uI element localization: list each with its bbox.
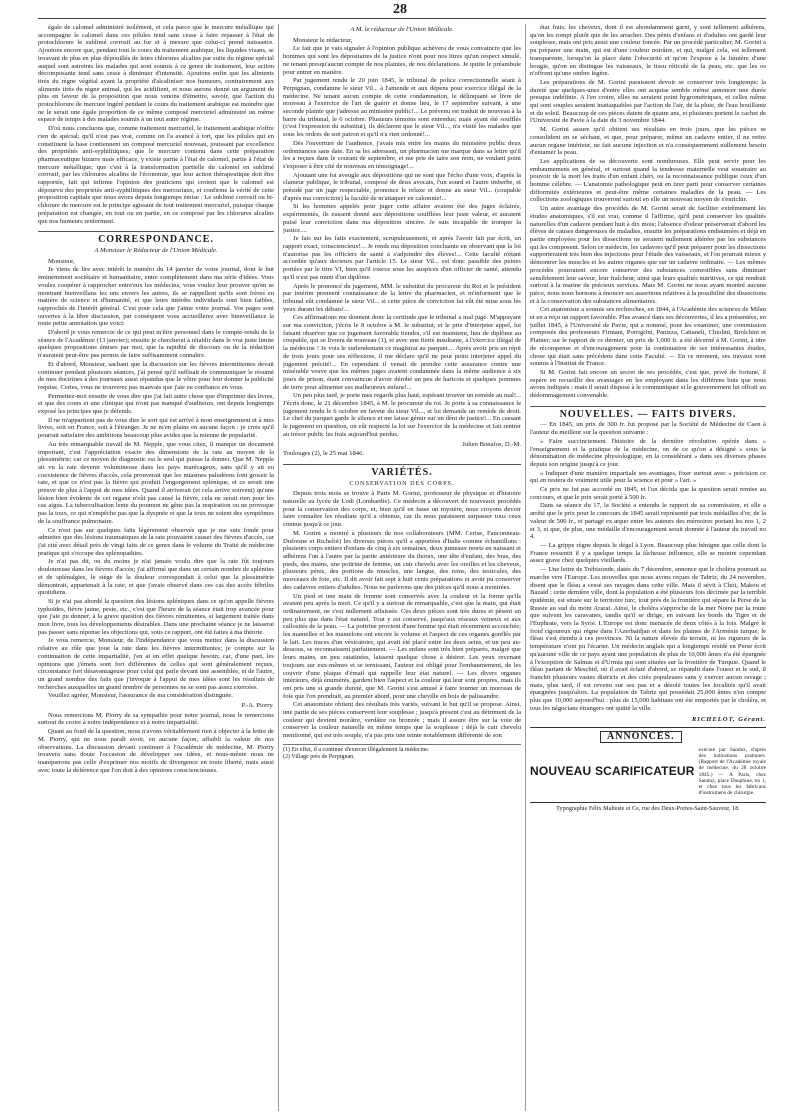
footnotes [283,744,521,761]
letter-paragraph: Ces affirmations me donnent donc la certitude que le tribunal a mal jugé. M'appuyant sur ma conviction, j'écris le 8 octobre à M. le substitut, et le prie d'interjeter appel, lui faisant observer que ce jugement favorable tiendra, s'il est maintenu, lieu de diplôme au coupable, qui se livrera de nouveau (1), et avec une fierté insultante, à l'exercice illégal de la médecine ! Je vois le surlendemain ce magistrat au parquet.... Après avoir pris un répit de trois jours pour ses réflexions, il me déclare qu'il ne peut point interjeter appel du jugement précité!... En cependant il venait de prendre cette assurance contre une misérable veuve que les mêmes juges avaient condamnée dans la même audience à six jours de prison, étant convaincue d'avoir dérobé un peu de haricots et quelques pommes de terre pour alimenter ses malheureux enfans!... [283,314,521,391]
article-paragraph: M. Gorini a montré à plusieurs de nos collaborateurs (MM. Cerise, Fauconneau-Dufresne et Richelot) les diverses pièces qu'il a apportées d'Italie comme échantillons : plusieurs corps entiers d'enfans de cinq à six semaines, deux jumeaux morts en naissant et adhérens l'un à l'autre par la partie antérieure du thorax, une tête d'enfant, des bras, des pieds, des mains, une poitrine de femme, un cuir chevelu avec les oreilles et les cheveux, plusieurs pénis, des portions de muscles, une langue, des reins, des testicules, des morceaux de foie, etc. Il dit avoir fait sept à huit cents préparations et avoir pu conserver des cadavres entiers d'adultes. Nous ne parlerons que des pièces qu'il nous a montrées. [283,529,521,591]
news-paragraph: — Une lettre de Trébizonde, datée du 7 décembre, annonce que le choléra poursuit sa marche vers l'Europe. Les nouvelles que nous avons reçues de Tabriz, du 24 novembre, disent que le fléau a cessé ses ravages dans cette ville. Mais il sévit à Choi, Makou et Bazaid ; cette dernière ville, dont la population a été plusieurs fois décimée par la terrible épidémie, est située sur le territoire turc, tout près de la frontière qui sépare la Perse de la Russie au sud du mont Ararat. Ainsi, le choléra s'approche de la mer Noire par la route que suivent les caravanes, tandis qu'il se dirige, en suivant les bords du Tigre et de l'Euphrate, vers la Syrie. L'Europe est donc menacée de deux côtés à la fois. Malgré le froid rigoureux qui règne dans l'Azerbaïdjan et dans les plaines de l'Arménie turque, le fléau s'est étendu à ces provinces. Ni la nature élevée du terrain, ni les rigueurs de la température n'ont pu l'écarter. Un médecin anglais qui a longtemps résidé en Perse écrit qu'aucune ville de ce pays ayant une population de plus de 10,000 âmes n'a été épargnée à l'exception de Salmas et d'Urmia qui sont situées sur la frontière de Turquie. Quand le fléau partant de Meschid, où il avait éclaté d'abord, se répandit dans l'ouest et le sud, il franchit plusieurs vastes districts et des cités populeuses sans y exercer aucun ravage ; mais, plus tard, il est revenu sur ses pas et a désolé toutes les localités qu'il avait épargnées jusqu'alors. La population de Tabriz qui possédait 25,000 âmes n'en compte plus que 10,000 aujourd'hui : plus de 15,000 habitans ont été emportés par le choléra, et tous les négocians étrangers ont quitté la ville. [530,566,766,712]
ad-text: exécuté par Sandoz, d'après des indications pratiques. (Rapport de l'Académie royale de médecine, du 28 octobre 1845.) — A Paris, chez Sandoz, place Dauphine, no 1, et chez tous les fabricans d'instrumens de chirurgie. [698,746,766,797]
letter-paragraph: Ajoutant une foi aveugle aux dépositions qui ne sont que l'écho d'une voix, d'après la clameur publique, le tribunal, composé de deux avocats, l'un sourd et l'autre imberbe, et présidé par un juge respectable, prononce le relaxe et donne au sieur Vil... (coupable d'après ma conviction) la faculté de m'attaquer en calomnie!... [283,171,521,202]
news-paragraph: — La grippe règne depuis le dégel à Lyon. Beaucoup plus bénigne que celle dont la France ressentit il y a quelque temps la fâcheuse influence, elle se montre cependant assez grave chez quelques vieillards. [530,542,766,565]
letter-body [38,258,274,775]
letter-paragraph: Le fait que je vais signaler à l'opinion publique achèvera de vous convaincre que les hommes qui sont les dépositaires de la justice n'ont pour nos titres qu'un respect simulé, ne tenant presqu'aucun compte de nos plaintes, de nos déclarations. Je quitte le préambule pour entrer en matière. [283,45,521,76]
article-paragraph: Un autre avantage des procédés de M. Gorini serait de faciliter extrêmement les études anatomiques, s'il est vrai, comme il l'affirme, qu'il peut conserver les qualités naturelles d'un cadavre pendant huit à dix mois; l'absence d'odeur préserverait d'abord les élèves de causes dangereuses de maladies, ensuite les préparations embaumées et déjà en partie employées pour les dissections ne seraient nullement altérées par les substances qui les composent. Selon ce médecin, les cadavres qu'il peut préparer pour les dissections supporteraient très bien des injections pour l'étude des vaisseaux, et l'on pourrait mieux y démontrer les muscles et les autres organes que sur un cadavre ordinaire. — Les mêmes procédés pourraient encore conserver des substances comestibles sans diminuer sensiblement leur saveur, leur fraîcheur, ainsi que leurs qualités nutritives, ce qui rendrait surtout à la marine de précieux services. Mais M. Gorini ne nous ayant montré aucune pièce, nous nous bornons à énoncer ses assertions relatives à la possibilité des dissections et à la conservation des substances alimentaires. [530,205,766,305]
printer-line: Typographie Félix Malteste et Ce, rue des Deux-Portes-Saint-Sauveur, 18. [530,802,766,813]
footnote-2: (2) Village près de Perpignan. [283,753,355,760]
article-paragraph: Cet anatomiste obtient des résultats très variés, suivant le but qu'il se propose. Ainsi, une partie de ses pièces conservent leur souplesse ; jusqu'à présent c'est au détriment de la couleur qui devient noirâtre, verdâtre ou bronzée ; mais il assure être sur la voie de conserver la couleur naturelle en même temps que la souplesse ; déjà le cuir chevelu mentionné, qui est très souple, n'a pas pris une teinte notablement différente de son [283,701,521,740]
news-body [530,421,766,712]
letter-paragraph: Je viens de lire avec intérêt le numéro du 14 janvier de votre journal, dont le but éminemment sociétaire et humanitaire, entre complètement dans ma série d'idées. Vous voulez coopérer à rapprocher entre'eux les médecins, vous voulez leur prouver qu'en se montrant bienveillans les uns envers les autres, ils se rappellent qu'ils sont frères en matière de science et d'humanité, et que leurs intérêts individuels sont bien faibles, rapprochés de l'intérêt général. C'est pour cela que j'aime votre journal. Vos pages sont ouvertes à la libre discussion, par conséquent vous accueillerez avec bienveillance la toute petite annotation que voici: [38,266,274,328]
article-paragraph: Un pied et une main de femme sont conservés avec la couleur et la forme qu'ils avaient peu après la mort. Ce qu'il y a surtout de remarquable, c'est que la main, qui était ordinairement, ne s'est nullement affaissée. Ces deux pièces sont très dures et pèsent un peu plus que dans l'état naturel. Tout y est conservé, jusqu'aux réseaux veineux et aux callosités de la peau. — La poitrine provient d'une femme qui était récemment accouchée; les mamelles et les mamelons ont encore le volume et l'aspect de ces organes gonflés par le lait. Les traces d'un vésicatoire, qui avait été placé entre les deux seins, et un peu au-dessous, se reconnaissent parfaitement. — Les enfans sont très bien préparés, malgré que leurs mains, un peu ratatinées, laissent quelque chose à désirer. Les yeux revenant toujours sur eux-mêmes et se ternissant, l'auteur est obligé pour l'embaumement, de les couvrir d'une plaque d'émail qui rappelle leur état naturel. — Les divers organes intérieurs, déjà énumérés, gardent bien l'aspect et la couleur qui leur sont propres, mais ils ont pris une si grande dureté, que M. Gorini s'est amusé à faire tourner un morceau de foie que l'on prendrait, au premier abord, pour une cheville en bois de palissandre. [283,592,521,700]
article-paragraph: Depuis trois mois se trouve à Paris M. Gorini, professeur de physique et d'histoire naturelle au lycée de Lodi (Lombardie). Ce médecin a découvert de nouveaux procédés pour la conservation des corps, et, bien qu'il en fasse un mystère, nous croyons devoir faire connaître les résultats qu'il a obtenus, car ils nous paraissent surpasser tous ceux connus jusqu'à ce jour. [283,490,521,529]
letter-paragraph: Je n'ai pas dit, ou du moins je n'ai jamais voulu dire que la rate fût toujours douloureuse dans les fièvres d'accès; j'ai affirmé que dans un certain nombre de splénites et de splénalgies, le siège de la douleur correspondait à celui que la plessimétrie démontrait, appartenait à la rate, et que j'avais observé dans ces cas des accès fébriles quotidiens. [38,558,274,597]
annonces-block [530,727,766,796]
letter-paragraph: Veuillez agréer, Monsieur, l'assurance de ma considération distinguée. [48,692,233,700]
column-divider [525,24,526,1111]
letter-paragraph: Il ne m'appartient pas de vous dire le sort qui est arrivé à mon enseignement et à mes livres, soit en France, soit à l'étranger. Je ne m'en plains en aucune façon : je crois qu'il pourrait satisfaire des ambitions beaucoup plus avides que la mienne de popularité. [38,416,274,440]
column-3 [530,24,766,1111]
news-paragraph: Ce prix ne fut pas accordé en 1845, et l'on décida que la question serait remise au concours, et que le prix serait porté à 500 fr. [530,486,766,501]
letter-paragraph: Au très remarquable travail de M. Nepple, que vous citez, il manque un document important, c'est l'appréciation exacte des dimensions de la rate au moyen de la plessimétrie; car ce moyen de diagnostic est le seul qui puisse la donner. Que M. Nepple ait vu la rate devenir volumineuse dans les pays marécageux, sans qu'il y ait eu coexistence de fièvres d'accès, cela prouverait que les miasmes paludéens font grossir la rate, et que ce n'est pas la fièvre qui produit l'engorgement splénique, et ce serait une preuve de plus à l'appui de mes idées. Quand il arriverait (et cela arrive souvent) qu'une lésion bien évidente de cet organe n'eût pas causé la fièvre, cela ne serait rien pour les cas aigus. La tuberculisation lente du poumon ne gêne pas la respiration ou ne provoque pas la toux, ce qui n'empêche pas que la dyspnée et que la toux ne soient des symptômes de la souffrance pulmonaire. [38,440,274,525]
varietes-continuation [530,24,766,400]
letter-paragraph: Permettez-moi ensuite de vous dire que j'ai fait autre chose que d'imprimer des livres, et que des cours et une clinique qui n'ont pas manqué d'auditeurs, ont depuis longtemps exposé les principes que je défends. [38,392,274,416]
ad-headline: NOUVEAU SCARIFICATEUR [530,763,695,778]
letter-paragraph: Nous remercions M. Piorry de sa sympathie pour notre journal, nous le remercions surtout de croire à notre indépendance et à notre impartialité. [38,711,274,727]
letter-addressee: A Monsieur le Rédacteur de l'Union Médicale. [94,246,218,254]
editor-signature [530,716,766,724]
letter-paragraph: Par jugement rendu le 20 juin 1845, le tribunal de police correctionnelle séant à Perpignan, condamne le sieur Vil... à l'amende et aux dépens pour exercice illégal de la médecine. Ne tenant aucun compte de cette condamnation, le délinquant se livre de nouveau à l'exercice de l'art de guérir et donne lieu, le 17 septembre suivant, à une seconde plainte que j'adresse au ministère public!... Le prévenu est traduit de nouveau à la barre du tribunal, le 6 octobre. Plusieurs témoins sont entendus; mais ayant été soufflés (c'est l'expression du substitut), ils déclarent que le sieur Vil..., n'a visité les malades que sous les ordres de son patron et qu'il n'a rien ordonné!... [283,77,521,139]
page-number: 28 [393,2,407,17]
section-subtitle: CONSERVATION DES CORPS. [349,479,455,487]
column-divider [278,24,279,1111]
varietes-body [283,490,521,740]
paragraph: D'où nous concluons que, comme traitement mercuriel, le traitement arabique n'offre rien de spécial; qu'il n'est pas vrai, comme on l'a avancé à tort, que les pilules qui en constituent la base contiennent un composé mercuriel nouveau, jouissant par excellence des propriétés anti-syphilitiques; que le mercure contenu dans cette préparation pharmaceutique bizarre mais efficace, y existe partie à l'état de calomel, partie à l'état de mercure métallique; que c'est à la transformation partielle du calomel en sublimé corrosif, par les chlorures alcalins de l'économie, que leur action thérapeutique doit être rapportée, fait qui infirme l'opinion des praticiens qui croient que le calomel est dépourvu des propriétés anti-syphilitiques des mercuriaux, et confirme la vérité de cette proposition capitale que nous avons depuis longtemps émise : Le sublimé corrosif ou bi-chlorure de mercure est le principe agissant de tout traitement mercuriel, puisque chaque préparation est changée, en tout ou en partie, en ce composé par les chlorures alcalins que nos humeurs renferment. [38,125,274,225]
article-paragraph: Si M. Gorini fait encore un secret de ses procédés, c'est que, privé de fortune, il espère en recueillir des avantages en les employant dans les différens buts que nous avons indiqués ; mais il serait disposé à le communiquer si le gouvernement lui offrait un dédommagement convenable. [530,368,766,400]
letter-signature-2: Julien Bonafos, D.-M. [462,440,521,448]
section-title-varietes: VARIÉTÉS. [283,464,521,477]
letter-paragraph: Quant au fond de la question, nous n'avons véritablement rien à objecter à la lettre de M. Piorry, qui ne nous paraît avoir, en aucune façon, affaibli la valeur de nos observations. La discussion devant continuer à l'Académie de médecine, M. Piorry trouvera sans doute l'occasion de développer ses idées, et nous-même nous ne manquerons pas celle d'exprimer nos motifs de divergence en toute liberté, mais aussi avec toute la déférence que l'on doit à des opinions consciencieuses. [38,728,274,774]
letter-paragraph: Je fais sur les faits exactement, scrupuleusement, et après l'avoir fait par écrit, un rapport exact, consciencieux!... Je rends ma déposition concluante en observant que la loi n'autorise pas les officiers de santé à s'adjoindre des élèves!... Cette faculté n'étant accordée qu'aux docteurs par l'article 15. Le sieur Vil... est donc passible des peines portées par le titre VI, bien qu'il exerce sous les auspices d'un officier de santé, attendu qu'il n'est pas muni d'un diplôme. [283,235,521,281]
column-1 [38,24,274,1111]
letter-paragraph: Je vous remercie, Monsieur, de l'indépendance que vous mettez dans la discussion relative au rôle que joue la rate dans les fièvres intermittentes; je compte sur la continuation de cette impartialité, j'en ai en effet quelque besoin; car, d'une part, les opinions que j'émets sont fort différentes de celles qui sont généralement reçues, circonstance fort désavantageuse pour celui qui parle devant une assemblée, et de l'autre, un grand nombre des faits que j'invoque à l'appui de mes idées sont les résultats de recherches auxquelles un grand nombre de personnes ne se sont pas assez exercées. [38,637,274,691]
letter-paragraph: Ce n'est pas sur quelques faits légèrement observés que je me suis fondé pour admettre que des lésions traumatiques de la rate pouvaient causer des fièvres d'accès, car j'ai cité avec détail près de vingt faits de ce genre dans le volume du Traité de médecine pratique qui s'occupe des splénopathies. [38,526,274,557]
letter-addressee-2: A M. le rédacteur de l'Union Médicale. [350,26,454,33]
article-continuation [38,24,274,225]
header-rule [38,18,766,19]
paragraph: égale de calomel administré isolément, et cela parce que le mercure métallique qui accompagne le calomel dans ces pilules tend sans cesse à faire repasser à l'état de protochlorure le sublimé corrosif au fur et à mesure que celui-ci prend naissance. Ajoutons encore que, pendant tout le cours du traitement arabique, les liquides visans, se trouvant de plus en plus dépouillés de leurs chlorures alcalins par suite du régime spécial auquel sont astreints les malades qui sont soumis à ce genre de traitement, leur action décomposante tend sans cesse à diminuer d'intensité. Ajoutons enfin que les aliments tirés du règne végétal ayant la propriété d'alcaliniser nos humeurs, contrairement aux aliments tirés du règne animal, qui les acidifient, et nous aurons donné un argument de plus en faveur de la proposition que nous venons d'émettre, savoir, que l'action du protochlorure de mercure ingéré pendant le cours du traitement arabique est moindre que ne le serait une égale proportion de ce même composé mercuriel administré un même espace de temps à des malades soumis à un tout autre régime. [38,24,274,124]
letter-body-2 [283,37,521,439]
letter-paragraph: Dès l'ouverture de l'audience, j'avais mis entre les mains du ministère public deux ordonnances sans date. En sa les adressant, un pharmacien me marque dans sa lettre qu'il les a reçues dans le courant de septembre, et me prie de taire son nom, ne voulant point s'exposer à être cité de nouveau en témoignage!... [283,139,521,170]
letter-paragraph: D'abord je vous remercie de ce qui peut m'être personnel dans le compte-rendu de la séance de l'Académie (13 janvier); ensuite je chercherai à rétablir dans le vrai juste limite quelques propositions émises par moi, que la rapidité de discours ou de la rédaction n'auraient peut-être pas permis de faire suffisamment connaître. [38,329,274,360]
article-paragraph: état frais; les cheveux, dont il est abondamment garni, y sont tellement adhérens, qu'on les rompt plutôt que de les arracher. Des pénis d'enfans et d'adultes ont gardé leur souplesse, mais ont pris aussi une couleur foncée. Par un procédé particulier, M. Gorini a pu préparer une main, qui est d'une couleur noirâtre, et qui, malgré cela, est tellement transparente, lorsqu'on la place dans l'obscurité et qu'on l'expose à la lumière d'une bougie, qu'on en distingue les vaisseaux, le tissu réticulé de la peau, etc. que les os n'offrent qu'une ombre légère. [530,24,766,78]
section-title-nouvelles: NOUVELLES. — FAITS DIVERS. [530,406,766,419]
letter-place-date: Toulouges (2), le 25 mai 1846. [283,450,365,458]
annonces-title: ANNONCES. [600,731,682,743]
letter-paragraph: Un peu plus tard, je porte mes regards plus haut, espérant trouver un remède au mal!... J'écris donc, le 21 décembre 1845, à M. le procureur du roi. Je porte à sa connaissance le jugement rendu le 6 octobre en faveur du sieur Vil..., et lui demande un remède de droit. Le chef du parquet garde le silence et me laisse gémir sur un déni de justice!... En cassant le jugement en question, on eût respecté la loi sur l'exercice de la médecine et fait rentrer au trésor public les frais aujourd'hui perdus. [283,392,521,438]
letter-paragraph: Après le prononcé du jugement, MM. le substitut du procureur du Roi et le président par intérim prennent connaissance de la lettre du pharmacien, et m'informent que le tribunal eût condamné le sieur Vil... si cette pièce de conviction lui eût été mise sous les yeux durant les débats!... [283,282,521,313]
section-title-correspondance: CORRESPONDANCE. [38,231,274,244]
letter-paragraph: Si les hommes appelés pour juger cette affaire avaient été des juges éclairés, expérimentés, ils eussent donné aux dépositions soufflées leur juste valeur, et auraient puisé leur conviction dans ma déposition sincère. Je suis incapable de tromper la justice.... [283,203,521,234]
news-paragraph: » Faire succinctement l'histoire de la dernière révolution opérée dans » l'enseignement et la pratique de la médecine, on de ce qu'on a désigné » sous la dénomination de médecine physiologique, en la considérant » dans ses diverses phases depuis son origine jusqu'à ce jour. [530,437,766,468]
article-paragraph: M. Gorini assure qu'il obtient ses résultats en trois jours, que les pièces se consolident en se séchant, et que, pour préparer, même un cadavre entier, il ne retire aucun organe intérieur, ne fait aucune injection et n'a conséquemment nullement besoin d'entamer la peau. [530,126,766,157]
editor-name: RICHELOT, Gérant. [691,716,766,724]
news-paragraph: » Indiquer d'une manière impartiale ses avantages, fixer surtout avec » précision ce qui en restera de vraiment utile pour la science et pour » l'art. » [530,469,766,485]
article-paragraph: Les préparations de M. Gorini paraissent devoir se conserver très longtemps; la dureté que quelques-unes d'entre elles ont acquise semble même annoncer une durée presque indéfinie. A l'en croire, elles ne seraient point hygrométriques, et celles même qui sont souples seraient inattaquables par l'action de l'air, de la pluie, de l'eau bouillante et du soleil. Beaucoup de ces pièces datent de quatre ans, et plusieurs portent le cachet de l'Université de Pavie à la date du 3 novembre 1844. [530,78,766,125]
article-paragraph: Les applications de sa découverte sont nombreuses. Elle peut servir pour les embaumemens en général, et surtout quand la tendresse maternelle veut soustraire au pouvoir de la mort les traits d'un enfant chéri, ou la reconnaissance publique ceux d'un homme célèbre. — L'anatomie pathologique peut en tirer parti pour conserver certaines difformités extérieures et peut-être même certaines maladies de la peau. — Les collections zoologiques trouveront surtout en elle un nouveau moyen de s'enrichir. [530,157,766,204]
letter-paragraph: Et d'abord, Monsieur, sachant que la discussion sur les fièvres intermittentes devait continuer pendant plusieurs séances, j'ai pensé qu'il suffisait de communiquer le résumé de mes doctrines à des journaux aussi répandus que le vôtre pour leur donner la publicité requise. Certes, vous ne trouverez pas mauvais que j'aie eu confiance en vous. [38,360,274,391]
footnote-1: (1) En effet, il a continué d'exercer illégalement la médecine. [283,746,430,753]
letter-paragraph: Monsieur, [48,257,75,265]
column-2 [283,24,521,1111]
letter-paragraph: Monsieur le rédacteur, [293,36,353,44]
news-paragraph: — En 1845, un prix de 300 fr. fut proposé par la Société de Médecine de Caen à l'auteur du meilleur sur la question suivante : [530,421,766,437]
article-paragraph: Cet anatomiste a soumis ses recherches, en 1844, à l'Académie des sciences de Milan et en a reçu un rapport favorable. Plus avancé dans ses découvertes, il les a présentées, en juillet 1845, à l'Université de Pavie, qui a nommé, pour les examiner, une commission composée des professeurs Firmani, Porrigrini, Panizza, Cattaneli, Chiolini, Brolchini et Platner; sur le rapport de ce dernier, un prix de 1,000 fr. a été décerné à M. Gorini, à titre de récompense et d'encouragement pour la continuation de ses intéressantes études, chose qui était sans précédens dans cette Faculté. — En ce moment, ses travaux sont soumis à l'Institut de France. [530,306,766,368]
advertisement [530,747,766,797]
letter-signature: P.-A. Piorry. [241,702,274,710]
news-paragraph: Dans sa séance du 17, la Société a entendu le rapport de sa commission, et elle a arrêté que le prix pour le concours de 1845 serait représenté par trois médailles d'or, de la valeur de 500 fr., et partagé ex æquo entre les auteurs des mémoires portant les nos 1, 2 et 3, et que, de plus, une médaille d'encouragement serait donnée à l'auteur du travail no 4. [530,502,766,541]
letter-paragraph: Si je n'ai pas abordé la question des lésions spléniques dans ce qu'on appelle fièvres typhoïdes, fièvre jaune, peste, etc., c'est que l'heure de la séance était trop avancée pour que j'aie pu donner, à la grave question des fièvres rémittentes, si largement traitée dans mon livre, tous les développements désirables. Dans une prochaine séance je ne laisserai pas passer sans réponse les objections qui, sous ce rapport, ont été faites à ma théorie. [38,597,274,636]
